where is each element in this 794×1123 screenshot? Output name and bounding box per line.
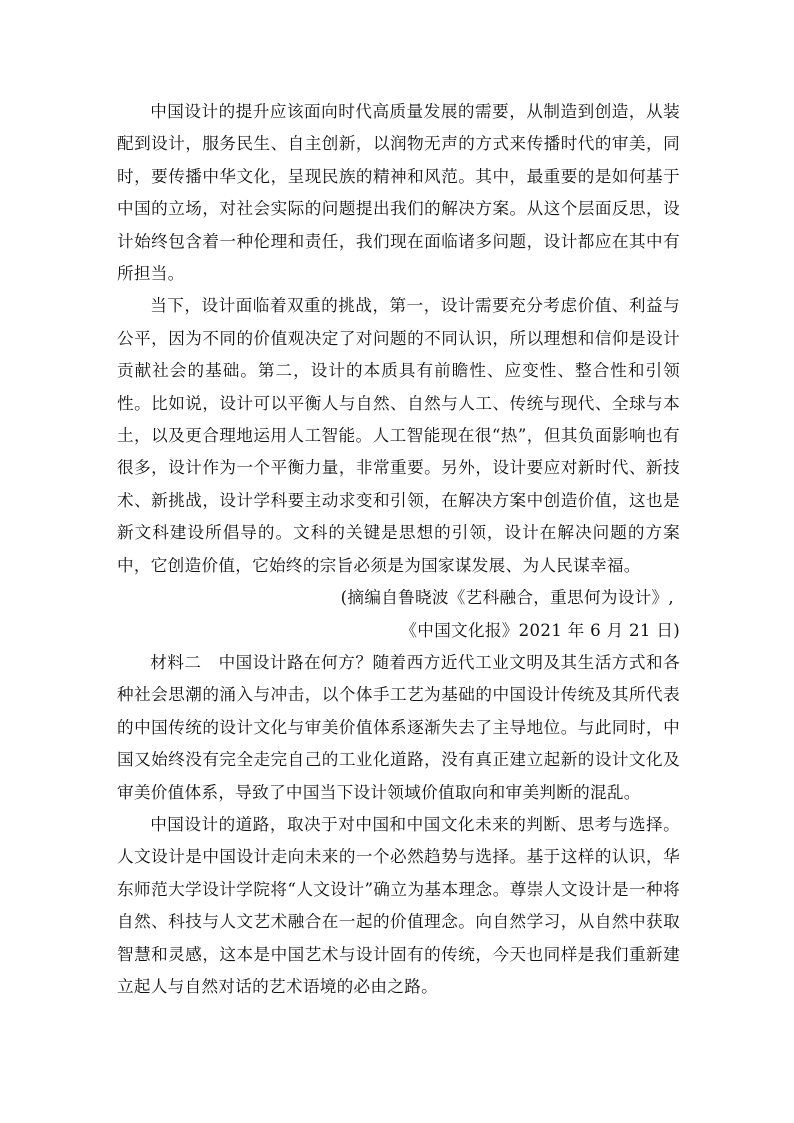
document-body — [117, 96, 680, 1003]
source-citation-line-2: 《中国文化报》2021 年 6 月 21 日) — [400, 620, 680, 640]
paragraph-3: 材料二 中国设计路在何方？随着西方近代工业文明及其生活方式和各种社会思潮的涌入与冲击，以个体手工艺为基础的中国设计传统及其所代表的中国传统的设计文化与审美价值体系逐渐失去了主导地位。与此同时，中国又始终没有完全走完自己的工业化道路，没有真正建立起新的设计文化及审美价值体系，导致了中国当下设计领域价值取向和审美判断的混乱。 — [117, 652, 680, 802]
paragraph-1: 中国设计的提升应该面向时代高质量发展的需要，从制造到创造，从装配到设计，服务民生、自主创新，以润物无声的方式来传播时代的审美，同时，要传播中华文化，呈现民族的精神和风范。其中，最重要的是如何基于中国的立场，对社会实际的问题提出我们的解决方案。从这个层面反思，设计始终包含着一种伦理和责任，我们现在面临诸多问题，设计都应在其中有所担当。 — [117, 102, 680, 284]
paragraph-2: 当下，设计面临着双重的挑战，第一，设计需要充分考虑价值、利益与公平，因为不同的价值观决定了对问题的不同认识，所以理想和信仰是设计贡献社会的基础。第二，设计的本质具有前瞻性、应变性、整合性和引领性。比如说，设计可以平衡人与自然、自然与人工、传统与现代、全球与本土，以及更合理地运用人工智能。人工智能现在很“热”，但其负面影响也有很多，设计作为一个平衡力量，非常重要。另外，设计要应对新时代、新技术、新挑战，设计学科要主动求变和引领，在解决方案中创造价值，这也是新文科建设所倡导的。文科的关键是思想的引领，设计在解决问题的方案中，它创造价值，它始终的宗旨必须是为国家谋发展、为人民谋幸福。 — [117, 296, 680, 575]
source-citation-line-1: (摘编自鲁晓波《艺科融合，重思何为设计》, — [340, 588, 674, 608]
source-citation — [117, 582, 680, 647]
paragraph-4: 中国设计的道路，取决于对中国和中国文化未来的判断、思考与选择。人文设计是中国设计走向未来的一个必然趋势与选择。基于这样的认识，华东师范大学设计学院将“人文设计”确立为基本理念。尊崇人文设计是一种将自然、科技与人文艺术融合在一起的价值理念。向自然学习，从自然中获取智慧和灵感，这本是中国艺术与设计固有的传统，今天也同样是我们重新建立起人与自然对话的艺术语境的必由之路。 — [117, 814, 680, 996]
